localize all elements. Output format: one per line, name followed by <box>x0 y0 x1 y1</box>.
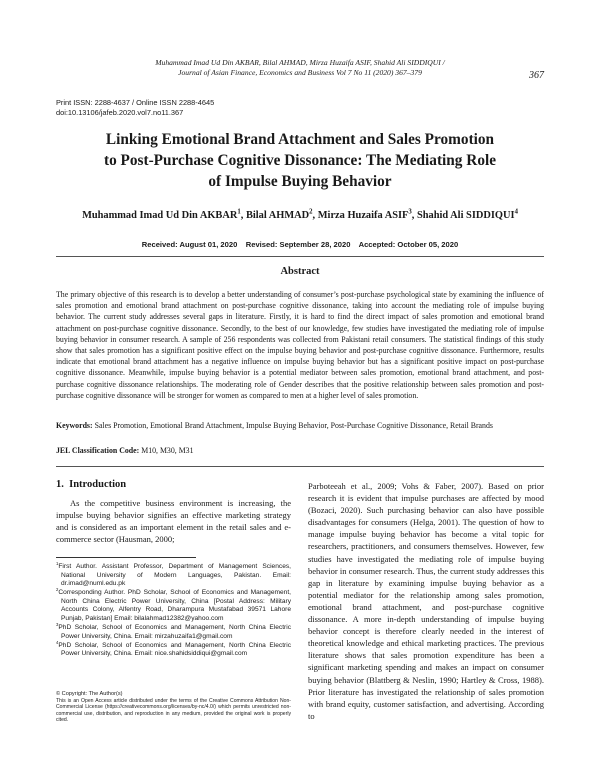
keywords-text: Sales Promotion, Emotional Brand Attachment, Impulse Buying Behavior, Post-Purchase Cognitive Dissonance, Retail Brands <box>94 421 493 430</box>
jel-codes: M10, M30, M31 <box>141 446 194 455</box>
intro-paragraph-1: As the competitive business environment is increasing, the impulse buying behavior signifies an effective marketing strategy and is considered as an important element in the retail sales and e-commerce sector (Hausman, 2000; <box>56 498 291 545</box>
page-number: 367 <box>529 70 544 81</box>
author-1: Muhammad Imad Ud Din AKBAR$^1$, <box>82 208 246 221</box>
doi-line: doi:10.13106/jafeb.2020.vol7.no11.367 <box>56 108 184 117</box>
footnote-3: $^3$PhD Scholar, School of Economics and Management, North China Electric Power University, China. Email: mirzahuzaifa1@gmail.com <box>56 621 291 640</box>
author-2: Bilal AHMAD$^2$, <box>245 208 318 221</box>
bottom-divider <box>56 466 544 467</box>
copyright-notice <box>56 691 291 724</box>
author-list <box>40 210 560 221</box>
title-line-3: of Impulse Buying Behavior <box>208 173 392 190</box>
section-heading-introduction: 1. Introduction <box>56 479 127 490</box>
keywords <box>56 421 544 431</box>
title-line-1: Linking Emotional Brand Attachment and Sales Promotion <box>105 131 495 148</box>
footnote-2: $^2$Corresponding Author. PhD Scholar, School of Economics and Management, North China Electric Power University, China [Postal Address: Military Accounts Colony, Alfentry Road, Dharampura Mustafabad 39571 Lahore Punjab, Pakistan] Email: bilalahmad12382@yahoo.com <box>56 587 291 623</box>
footnote-1: $^1$First Author. Assistant Professor, Department of Management Sciences, National University of Modern Languages, Pakistan. Email: dr.imad@numl.edu.pk <box>56 560 291 588</box>
copyright-line: © Copyright: The Author(s) <box>56 691 123 697</box>
right-column <box>308 480 544 722</box>
footnote-4: $^4$PhD Scholar, School of Economics and Management, North China Electric Power University, China. Email: nice.shahidsiddiqui@gmail.com <box>56 639 291 658</box>
issn-line: Print ISSN: 2288-4637 / Online ISSN 2288-4645 <box>56 98 215 107</box>
footnotes <box>56 560 291 660</box>
submission-dates: Received: August 01, 2020 Revised: September 28, 2020 Accepted: October 05, 2020 <box>141 240 459 249</box>
footnote-divider <box>56 557 196 558</box>
author-3: Mirza Huzaifa ASIF$^3$, <box>317 208 417 221</box>
license-text: This is an Open Access article distributed under the terms of the Creative Commons Attribution Non-Commercial License (https://creativecommons.org/licenses/by-nc/4.0/) which permits unrestricted non-commercial use, distribution, and reproduction in any medium, provided the original work is properly cited. <box>56 697 291 724</box>
intro-paragraph-2: Parboteeah et al., 2009; Vohs & Faber, 2007). Based on prior research it is evident that impulse purchases are affected by mood (Bozaci, 2020). Such purchasing behavior can also have possible disadvantages for consumers (Helga, 2001). The question of how to manage impulse buying behavior has become a vital topic for researchers, practitioners, and consumers themselves. However, few studies have investigated the mediating role of impulse buying behavior in consumer research. Thus, the current study addresses this gap in literature by examining impulse buying behavior as a potential mediator for the relationship among sales promotion, emotional brand attachment, and post-purchase cognitive dissonance. A more in-depth understanding of impulse buying behavior concept is therefore clearly needed in the interest of theoretical knowledge and ethical marketing practices. The previous literature shows that sales promotion expenditure has been a significant marketing spending and makes an impact on consumer buying behavior (Blattberg & Neslin, 1990; Hartley & Cross, 1988). Prior literature has investigated the relationship of sales promotion with brand equity, customer satisfaction, and advertising. According to <box>308 481 544 721</box>
running-head-journal: Journal of Asian Finance, Economics and Business Vol 7 No 11 (2020) 367–379 <box>178 68 422 77</box>
running-head-authors: Muhammad Imad Ud Din AKBAR, Bilal AHMAD, Mirza Huzaifa ASIF, Shahid Ali SIDDIQUI / <box>155 58 445 67</box>
left-column <box>56 497 291 545</box>
top-divider <box>56 256 544 257</box>
author-4: Shahid Ali SIDDIQUI$^4$ <box>416 208 518 221</box>
abstract-heading: Abstract <box>280 266 320 277</box>
abstract-text: The primary objective of this research is to develop a better understanding of consumer’s post-purchase psychological state by examining the influence of sales promotion and emotional brand attachment on post-purchase cognitive dissonance, taking into account the mediating role of impulse buying behavior. The current study addresses several gaps in literature. Firstly, it is hard to find the direct impact of sales promotion and emotional brand attachment on post-purchase cognitive dissonance. Secondly, to the best of our knowledge, few studies have investigated the mediating role of impulse buying behavior in consumer research. A sample of 256 respondents was collected from Pakistani retail consumers. The statistical findings of this study show that sales promotion has a significant positive effect on the impulse buying behavior and post-purchase cognitive dissonance. Furthermore, results indicate that emotional brand attachment has a negative influence on impulse buying behavior but has a significant positive impact on post-purchase cognitive dissonance. Meanwhile, impulse buying behavior is a potential mediator between sales promotion, emotional brand attachment, and post-purchase cognitive dissonance relationships. The moderating role of Gender describes that the positive relationship between sales promotion and post-purchase cognitive dissonance will be stronger for women as compared to men at a higher level of sales promotion. <box>56 290 544 400</box>
issn-block <box>56 98 214 118</box>
keywords-label: Keywords: <box>56 421 93 430</box>
title-line-2: to Post-Purchase Cognitive Dissonance: The Mediating Role <box>103 152 497 169</box>
jel-label: JEL Classification Code: <box>56 446 140 455</box>
paper-title <box>60 129 540 192</box>
jel-classification <box>56 446 544 456</box>
running-head <box>110 58 490 78</box>
